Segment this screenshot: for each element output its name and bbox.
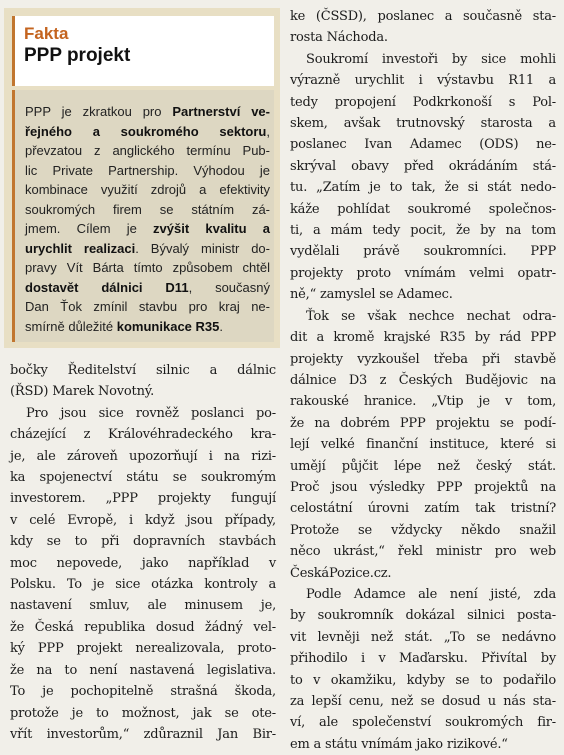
fakta-box (4, 8, 280, 348)
article-line: že na dobrém PPP projektu se podí- (290, 415, 556, 431)
article-line: skrýval obavy před okrádáním stá- (290, 158, 556, 174)
article-line: cházející z Královéhradeckého kra- (10, 427, 276, 443)
fakta-text: kombinace využití zdrojů a efektivity (25, 182, 270, 197)
article-line: káže pohlídat soukromé společnos- (290, 201, 556, 217)
article-line: projekty vyzkoušel třeba při stavbě (290, 351, 556, 367)
fakta-text-line (25, 297, 270, 317)
article-line: vydělali právě soukromníci. PPP (290, 244, 556, 260)
article-line: ví, ale společenství soukromých fir- (290, 715, 556, 731)
fakta-bold-text: komunikace R35 (116, 318, 220, 334)
fakta-text: , současný (188, 279, 270, 295)
article-line: tu. „Zatím je to tak, že si stát nedo- (290, 180, 556, 196)
article-line: bočky Ředitelství silnic a dálnic (10, 363, 276, 378)
article-column-right (290, 6, 556, 755)
article-line: tedy propojení Podkrkonoší s Pol- (290, 94, 556, 110)
article-line: lejí velké finanční instituce, které si (290, 437, 556, 453)
fakta-bold-text: urychlit realizaci (25, 240, 136, 256)
fakta-bold-text: Partnerství ve- (172, 104, 270, 119)
article-line: něco ukrást,“ řekl ministr pro web (290, 544, 556, 560)
article-line: dálnice D3 z Českých Budějovic na (290, 372, 556, 388)
article-line: dit a kromě krajské R35 by rád PPP (290, 330, 556, 346)
fakta-text: pravy Vít Bárta tímto způsobem chtěl (25, 260, 270, 275)
fakta-text-line (25, 102, 270, 122)
article-line: em a státu vnímám jako rizikové.“ (290, 736, 508, 752)
article-line: to v okamžiku, kdyby se to podařilo (290, 672, 556, 688)
article-line: (ŘSD) Marek Novotný. (10, 384, 155, 400)
fakta-text-line (25, 122, 270, 142)
fakta-bold-text: zvýšit kvalitu a (153, 221, 270, 236)
article-line: moc nepovede, jako například v (10, 555, 276, 571)
fakta-text: soukromých firem se státním zá- (25, 201, 270, 217)
fakta-text: , (266, 123, 270, 139)
article-line: umějí půjčit lépe než český stát. (290, 458, 556, 474)
article-line: protože je to možnost, jak se ote- (10, 705, 276, 721)
fakta-header (12, 16, 274, 86)
article-line: za lepší cenu, než se dosud u nás sta- (290, 694, 556, 709)
article-line: celostátní úrovni zatím tak tristní? (290, 501, 556, 517)
article-line: ti, a mám tedy pocit, že by na tom (290, 223, 556, 239)
article-line: ký PPP projekt nerealizovala, proto- (10, 641, 276, 657)
article-line: rakouské hranice. „Vtip je v tom, (290, 394, 556, 410)
article-line: přihodilo i v Maďarsku. Přivítal by (290, 651, 556, 667)
fakta-text-line (25, 200, 270, 220)
fakta-text-line (25, 278, 270, 298)
article-line: skem, avšak trutnovský starosta a (290, 116, 556, 132)
fakta-text: převzatou z anglického termínu Pub- (25, 143, 270, 158)
fakta-text: PPP je zkratkou pro (25, 104, 173, 119)
fakta-text-line (25, 180, 270, 200)
fakta-title: PPP projekt (24, 45, 131, 66)
fakta-text: smírně důležité (25, 318, 117, 334)
fakta-bold-text: dostavět dálnici D11 (25, 279, 189, 295)
fakta-text-line (25, 239, 270, 259)
article-line: nastavení smluv, ale minusem je, (10, 598, 276, 614)
article-line: Soukromí investoři by sice mohli (306, 51, 556, 67)
article-line: Protože se vždycky někdo snažil (290, 522, 556, 538)
article-line: že Česká republika dosud žádný vel- (10, 619, 276, 635)
fakta-text: . Bývalý ministr do- (135, 240, 270, 256)
fakta-text: Dan Ťok zmínil stavbu pro kraj ne- (25, 299, 270, 314)
fakta-text-line (25, 258, 270, 278)
fakta-text-line (25, 141, 270, 161)
fakta-bold-text: řejného a soukromého sektoru (25, 123, 267, 139)
article-line: ka spojenectví státu se soukromým (10, 470, 276, 486)
article-line: To je pochopitelně strašná škoda, (10, 684, 276, 700)
article-line: Proč jsou výsledky PPP projektů na (290, 479, 556, 495)
article-line: ně,“ zamyslel se Adamec. (290, 287, 453, 303)
fakta-text: . (219, 318, 223, 334)
fakta-text-line (25, 317, 270, 337)
article-line: Polsku. To je sice otázka kontroly a (10, 577, 276, 593)
article-line: by soukromník dokázal silnici posta- (290, 608, 556, 624)
article-line: ČeskáPozice.cz. (290, 565, 392, 581)
article-line: vit levněji než stát. „To se nedávno (290, 629, 556, 645)
article-line: vřít investorům,“ zdůraznil Jan Bir- (10, 726, 276, 742)
article-line: Podle Adamce ale není jisté, zda (306, 586, 556, 602)
article-line: ke (ČSSD), poslanec a současně sta- (290, 9, 556, 24)
article-line: rosta Náchoda. (290, 30, 388, 46)
article-line: je, ale zároveň upozorňují i na rizi- (10, 448, 276, 464)
fakta-text-line (25, 219, 270, 239)
article-line: v celé Evropě, i když jsou případy, (10, 512, 276, 528)
article-line: Pro jsou sice rovněž poslanci po- (26, 405, 276, 421)
article-line: poslanec Ivan Adamec (ODS) ne- (290, 137, 556, 153)
article-column-left (10, 360, 276, 745)
fakta-text: jmem. Cílem je (25, 221, 154, 236)
article-line: Ťok se však nechce nechat odra- (306, 308, 556, 324)
fakta-label: Fakta (24, 24, 69, 43)
fakta-text: lic Private Partnership. Výhodou je (25, 162, 270, 178)
article-line: kdy se to při dopravních stavbách (10, 534, 276, 550)
article-line: investorem. „PPP projekty fungují (10, 491, 276, 507)
fakta-body (12, 90, 274, 342)
article-line: výrazně urychlit i výstavbu R11 a (290, 73, 556, 89)
article-line: že na to není nastavená legislativa. (10, 662, 276, 678)
fakta-text-line (25, 161, 270, 181)
article-line: projekty proto vnímám velmi opatr- (290, 265, 556, 281)
